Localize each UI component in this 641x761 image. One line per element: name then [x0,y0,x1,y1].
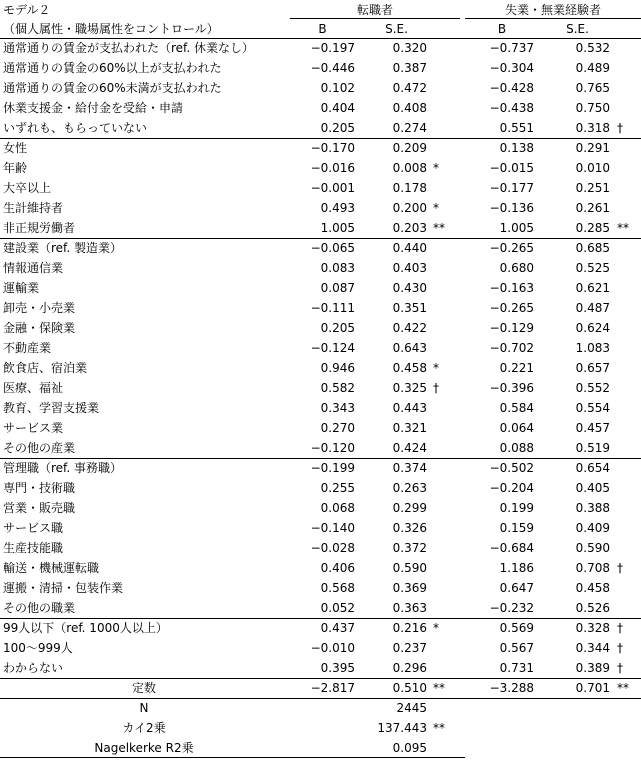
coef-b2: 0.064 [499,421,534,435]
coef-b1: 0.437 [320,621,355,635]
sig2 [617,378,641,398]
sig2 [617,438,641,458]
se1: 0.424 [392,441,427,455]
sig1 [433,78,457,98]
sig2 [617,418,641,438]
coef-b2: 1.005 [499,221,534,235]
sig2 [617,458,641,478]
row-label: 金融・保険業 [3,321,76,335]
sig1 [433,238,457,258]
se1: 0.458 [392,361,427,375]
coef-b2: −0.438 [489,101,534,115]
sig2 [617,78,641,98]
se2 [545,738,610,758]
table-row [0,578,641,598]
table-row [0,398,641,418]
coef-b1 [290,718,355,738]
sig2 [617,258,641,278]
sig2 [617,238,641,258]
row-label: サービス職 [3,521,64,535]
se2: 0.708 [575,561,610,575]
coef-b1: −0.170 [310,141,355,155]
sig1: * [433,161,439,175]
se2: 0.654 [575,461,610,475]
coef-b1: −0.120 [310,441,355,455]
sig1 [433,638,457,658]
se2: 0.344 [575,641,610,655]
sig1 [433,98,457,118]
sig2 [617,718,641,738]
table-row [0,618,641,638]
sig2 [617,398,641,418]
coef-b1: −0.199 [310,461,355,475]
sig2 [617,178,641,198]
sig1 [433,38,457,58]
se1: 0.325 [392,381,427,395]
se1: 0.200 [392,201,427,215]
sig2: ** [617,681,629,695]
sig2 [617,698,641,718]
sig2 [617,278,641,298]
se2: 0.261 [575,201,610,215]
coef-b1: 0.493 [320,201,355,215]
row-label: 飲食店、宿泊業 [3,361,88,375]
table-row [0,298,641,318]
se1: 0.374 [392,461,427,475]
sig1 [433,298,457,318]
coef-b2: 0.221 [499,361,534,375]
se1: 0.095 [392,741,427,755]
sig1 [433,338,457,358]
coef-b2: −0.129 [489,321,534,335]
coef-b1: 0.205 [320,321,355,335]
coef-b2: −0.015 [489,161,534,175]
table-row [0,378,641,398]
row-label: 99人以下（ref. 1000人以上） [3,621,168,635]
table-row [0,698,641,718]
sig1 [433,518,457,538]
se2: 0.487 [575,301,610,315]
coef-b1: 0.582 [320,381,355,395]
coef-b2 [470,738,534,758]
table-row [0,198,641,218]
coef-b1 [290,738,355,758]
coef-b2: 0.647 [499,581,534,595]
sig1 [433,658,457,678]
se2: 0.621 [575,281,610,295]
coef-b1: 0.343 [320,401,355,415]
se1: 0.643 [392,341,427,355]
sig1: * [433,621,439,635]
row-label: 運輸業 [3,281,40,295]
coef-b1: −0.124 [310,341,355,355]
se1: 0.369 [392,581,427,595]
row-label: 大卒以上 [3,181,52,195]
coef-b1: −0.010 [310,641,355,655]
coef-b2 [470,718,534,738]
coef-b2: −0.232 [489,601,534,615]
sig1 [433,418,457,438]
coef-b2: 0.088 [499,441,534,455]
se2: 0.526 [575,601,610,615]
coef-b1: −0.001 [310,181,355,195]
row-label: 管理職（ref. 事務職） [3,461,123,475]
sig1 [433,58,457,78]
table-row [0,558,641,578]
coef-b2: 0.584 [499,401,534,415]
coef-b2: −0.136 [489,201,534,215]
coef-b2 [470,698,534,718]
sig1: ** [433,721,445,735]
coef-b2: −0.304 [489,61,534,75]
table-row [0,338,641,358]
se1: 0.274 [392,121,427,135]
se1: 0.209 [392,141,427,155]
col-header-se2: S.E. [566,22,589,36]
coef-b1: 0.068 [320,501,355,515]
sig1 [433,598,457,618]
coef-b1: −0.016 [310,161,355,175]
table-row [0,598,641,618]
sig2 [617,138,641,158]
se1: 0.008 [392,161,427,175]
row-label: Nagelkerke R2乗 [94,741,194,755]
row-label: 女性 [3,141,28,155]
row-label: その他の職業 [3,601,76,615]
col-header-se1: S.E. [385,22,408,36]
row-label: 100～999人 [3,641,73,655]
coef-b2: −0.265 [489,301,534,315]
se2: 0.532 [575,41,610,55]
se2 [545,698,610,718]
sig2: ** [617,221,629,235]
se1: 0.203 [392,221,427,235]
se1: 0.443 [392,401,427,415]
row-label: 建設業（ref. 製造業） [3,241,123,255]
se2: 0.554 [575,401,610,415]
table-row [0,478,641,498]
model-label: モデル２ [3,3,51,17]
coef-b2: 0.567 [499,641,534,655]
row-label: 通常通りの賃金が支払われた（ref. 休業なし） [3,41,255,55]
coef-b1: 0.087 [320,281,355,295]
sig1 [433,478,457,498]
coef-b1: −2.817 [310,681,355,695]
row-label: 卸売・小売業 [3,301,76,315]
row-label: いずれも、もらっていない [3,121,148,135]
sig1 [433,398,457,418]
table-row [0,58,641,78]
se2: 1.083 [575,341,610,355]
row-label: 生産技能職 [3,541,64,555]
se2: 0.010 [575,161,610,175]
coef-b1: 0.946 [320,361,355,375]
sig2: † [617,561,623,575]
coef-b2: −0.265 [489,241,534,255]
coef-b1: 0.404 [320,101,355,115]
sig1 [433,698,457,718]
coef-b2: −0.163 [489,281,534,295]
coef-b1: −0.197 [310,41,355,55]
controls-note: （個人属性・職場属性をコントロール） [3,22,219,36]
se2: 0.291 [575,141,610,155]
se1: 0.590 [392,561,427,575]
table-row [0,98,641,118]
sig2 [617,478,641,498]
sig2 [617,158,641,178]
sig1 [433,738,457,758]
sig2 [617,498,641,518]
coef-b2: −3.288 [489,681,534,695]
coef-b1: 0.395 [320,661,355,675]
table-row [0,158,641,178]
coef-b2: −0.177 [489,181,534,195]
se2: 0.389 [575,661,610,675]
coef-b1: 0.568 [320,581,355,595]
row-label: 運搬・清掃・包装作業 [3,581,124,595]
coef-b1: 0.083 [320,261,355,275]
se1: 0.321 [392,421,427,435]
sig2: † [617,621,623,635]
sig1 [433,558,457,578]
se2: 0.519 [575,441,610,455]
coef-b2: 1.186 [499,561,534,575]
sig1 [433,498,457,518]
sig1 [433,178,457,198]
coef-b1: −0.028 [310,541,355,555]
se2: 0.489 [575,61,610,75]
row-label: 専門・技術職 [3,481,76,495]
coef-b2: 0.199 [499,501,534,515]
se2: 0.409 [575,521,610,535]
col-header-b2: B [497,22,507,36]
row-label: その他の産業 [3,441,76,455]
se1: 0.263 [392,481,427,495]
sig2 [617,578,641,598]
table-row [0,658,641,678]
row-label: 輸送・機械運転職 [3,561,100,575]
se1: 0.372 [392,541,427,555]
table-row [0,538,641,558]
sig1: * [433,201,439,215]
table-row [0,498,641,518]
table-row [0,78,641,98]
coef-b2: −0.396 [489,381,534,395]
se1: 0.363 [392,601,427,615]
se2: 0.590 [575,541,610,555]
se2: 0.685 [575,241,610,255]
se2: 0.552 [575,381,610,395]
coef-b2: −0.737 [489,41,534,55]
bottom-rule [0,757,465,758]
coef-b2: 0.731 [499,661,534,675]
coef-b1: −0.065 [310,241,355,255]
row-label: 年齢 [3,161,28,175]
se2 [545,718,610,738]
table-row [0,238,641,258]
se1: 0.510 [392,681,427,695]
coef-b1: 0.052 [320,601,355,615]
se1: 0.387 [392,61,427,75]
se1: 137.443 [377,721,427,735]
se1: 0.440 [392,241,427,255]
row-label: 非正規労働者 [3,221,76,235]
sig2 [617,98,641,118]
table-row [0,718,641,738]
coef-b2: −0.502 [489,461,534,475]
table-row [0,278,641,298]
se1: 0.299 [392,501,427,515]
table-row [0,418,641,438]
coef-b1: 0.102 [320,81,355,95]
table-row [0,638,641,658]
sig1 [433,438,457,458]
sig1: ** [433,681,445,695]
se2: 0.457 [575,421,610,435]
sig2: † [617,641,623,655]
row-label: 営業・販売職 [3,501,76,515]
sig1 [433,258,457,278]
sig2 [617,738,641,758]
row-label: サービス業 [3,421,64,435]
table-row [0,438,641,458]
se2: 0.750 [575,101,610,115]
row-label: 定数 [131,681,156,695]
coef-b1: −0.111 [310,301,355,315]
se2: 0.388 [575,501,610,515]
table-row [0,218,641,238]
se2: 0.657 [575,361,610,375]
table-row [0,318,641,338]
se2: 0.405 [575,481,610,495]
sig2 [617,538,641,558]
coef-b2: 0.551 [499,121,534,135]
coef-b2: 0.680 [499,261,534,275]
row-label: わからない [3,661,64,675]
coef-b2: −0.428 [489,81,534,95]
coef-b1 [290,698,355,718]
se1: 0.216 [392,621,427,635]
se2: 0.701 [575,681,610,695]
coef-b2: −0.702 [489,341,534,355]
row-label: カイ2乗 [122,721,166,735]
row-label: N [139,701,149,715]
table-row [0,358,641,378]
group-header-job-changers: 転職者 [356,3,393,17]
coef-b2: 0.138 [499,141,534,155]
coef-b2: −0.204 [489,481,534,495]
sig1 [433,138,457,158]
se2: 0.458 [575,581,610,595]
coef-b2: 0.159 [499,521,534,535]
row-label: 生計維持者 [3,201,64,215]
row-label: 通常通りの賃金の60%以上が支払われた [3,61,222,75]
se1: 0.237 [392,641,427,655]
group-header-unemployed: 失業・無業経験者 [504,3,601,17]
row-label: 医療、福祉 [3,381,64,395]
sig1 [433,318,457,338]
sig1 [433,278,457,298]
se1: 0.430 [392,281,427,295]
se1: 0.472 [392,81,427,95]
se2: 0.328 [575,621,610,635]
coef-b1: −0.446 [310,61,355,75]
se1: 0.320 [392,41,427,55]
table-row [0,258,641,278]
coef-b1: 0.406 [320,561,355,575]
sig2 [617,338,641,358]
table-row [0,678,641,698]
row-label: 休業支援金・給付金を受給・申請 [3,101,184,115]
sig1 [433,118,457,138]
sig2 [617,518,641,538]
table-row [0,138,641,158]
coef-b1: 0.205 [320,121,355,135]
table-row [0,518,641,538]
table-row [0,458,641,478]
sig2 [617,298,641,318]
se1: 0.351 [392,301,427,315]
se1: 0.178 [392,181,427,195]
sig1 [433,458,457,478]
sig1 [433,538,457,558]
se1: 0.403 [392,261,427,275]
se1: 0.296 [392,661,427,675]
sig2: † [617,121,623,135]
sig2 [617,198,641,218]
table-row [0,38,641,58]
row-label: 不動産業 [3,341,52,355]
sig2 [617,318,641,338]
table-row [0,738,641,758]
coef-b2: −0.684 [489,541,534,555]
sig2 [617,58,641,78]
coef-b1: −0.140 [310,521,355,535]
coef-b1: 0.270 [320,421,355,435]
coef-b2: 0.569 [499,621,534,635]
sig2: † [617,661,623,675]
sig2 [617,358,641,378]
coef-b1: 0.255 [320,481,355,495]
sig1: ** [433,221,445,235]
sig1 [433,578,457,598]
se2: 0.525 [575,261,610,275]
sig2 [617,38,641,58]
se2: 0.285 [575,221,610,235]
row-label: 教育、学習支援業 [3,401,100,415]
table-row [0,118,641,138]
se1: 2445 [396,701,427,715]
se2: 0.251 [575,181,610,195]
se2: 0.624 [575,321,610,335]
se1: 0.408 [392,101,427,115]
table-row [0,178,641,198]
sig1: † [433,381,439,395]
sig2 [617,598,641,618]
se1: 0.422 [392,321,427,335]
coef-b1: 1.005 [320,221,355,235]
sig1: * [433,361,439,375]
row-label: 情報通信業 [3,261,64,275]
se2: 0.318 [575,121,610,135]
se2: 0.765 [575,81,610,95]
col-header-b1: B [318,22,327,36]
row-label: 通常通りの賃金の60%未満が支払われた [3,81,222,95]
se1: 0.326 [392,521,427,535]
